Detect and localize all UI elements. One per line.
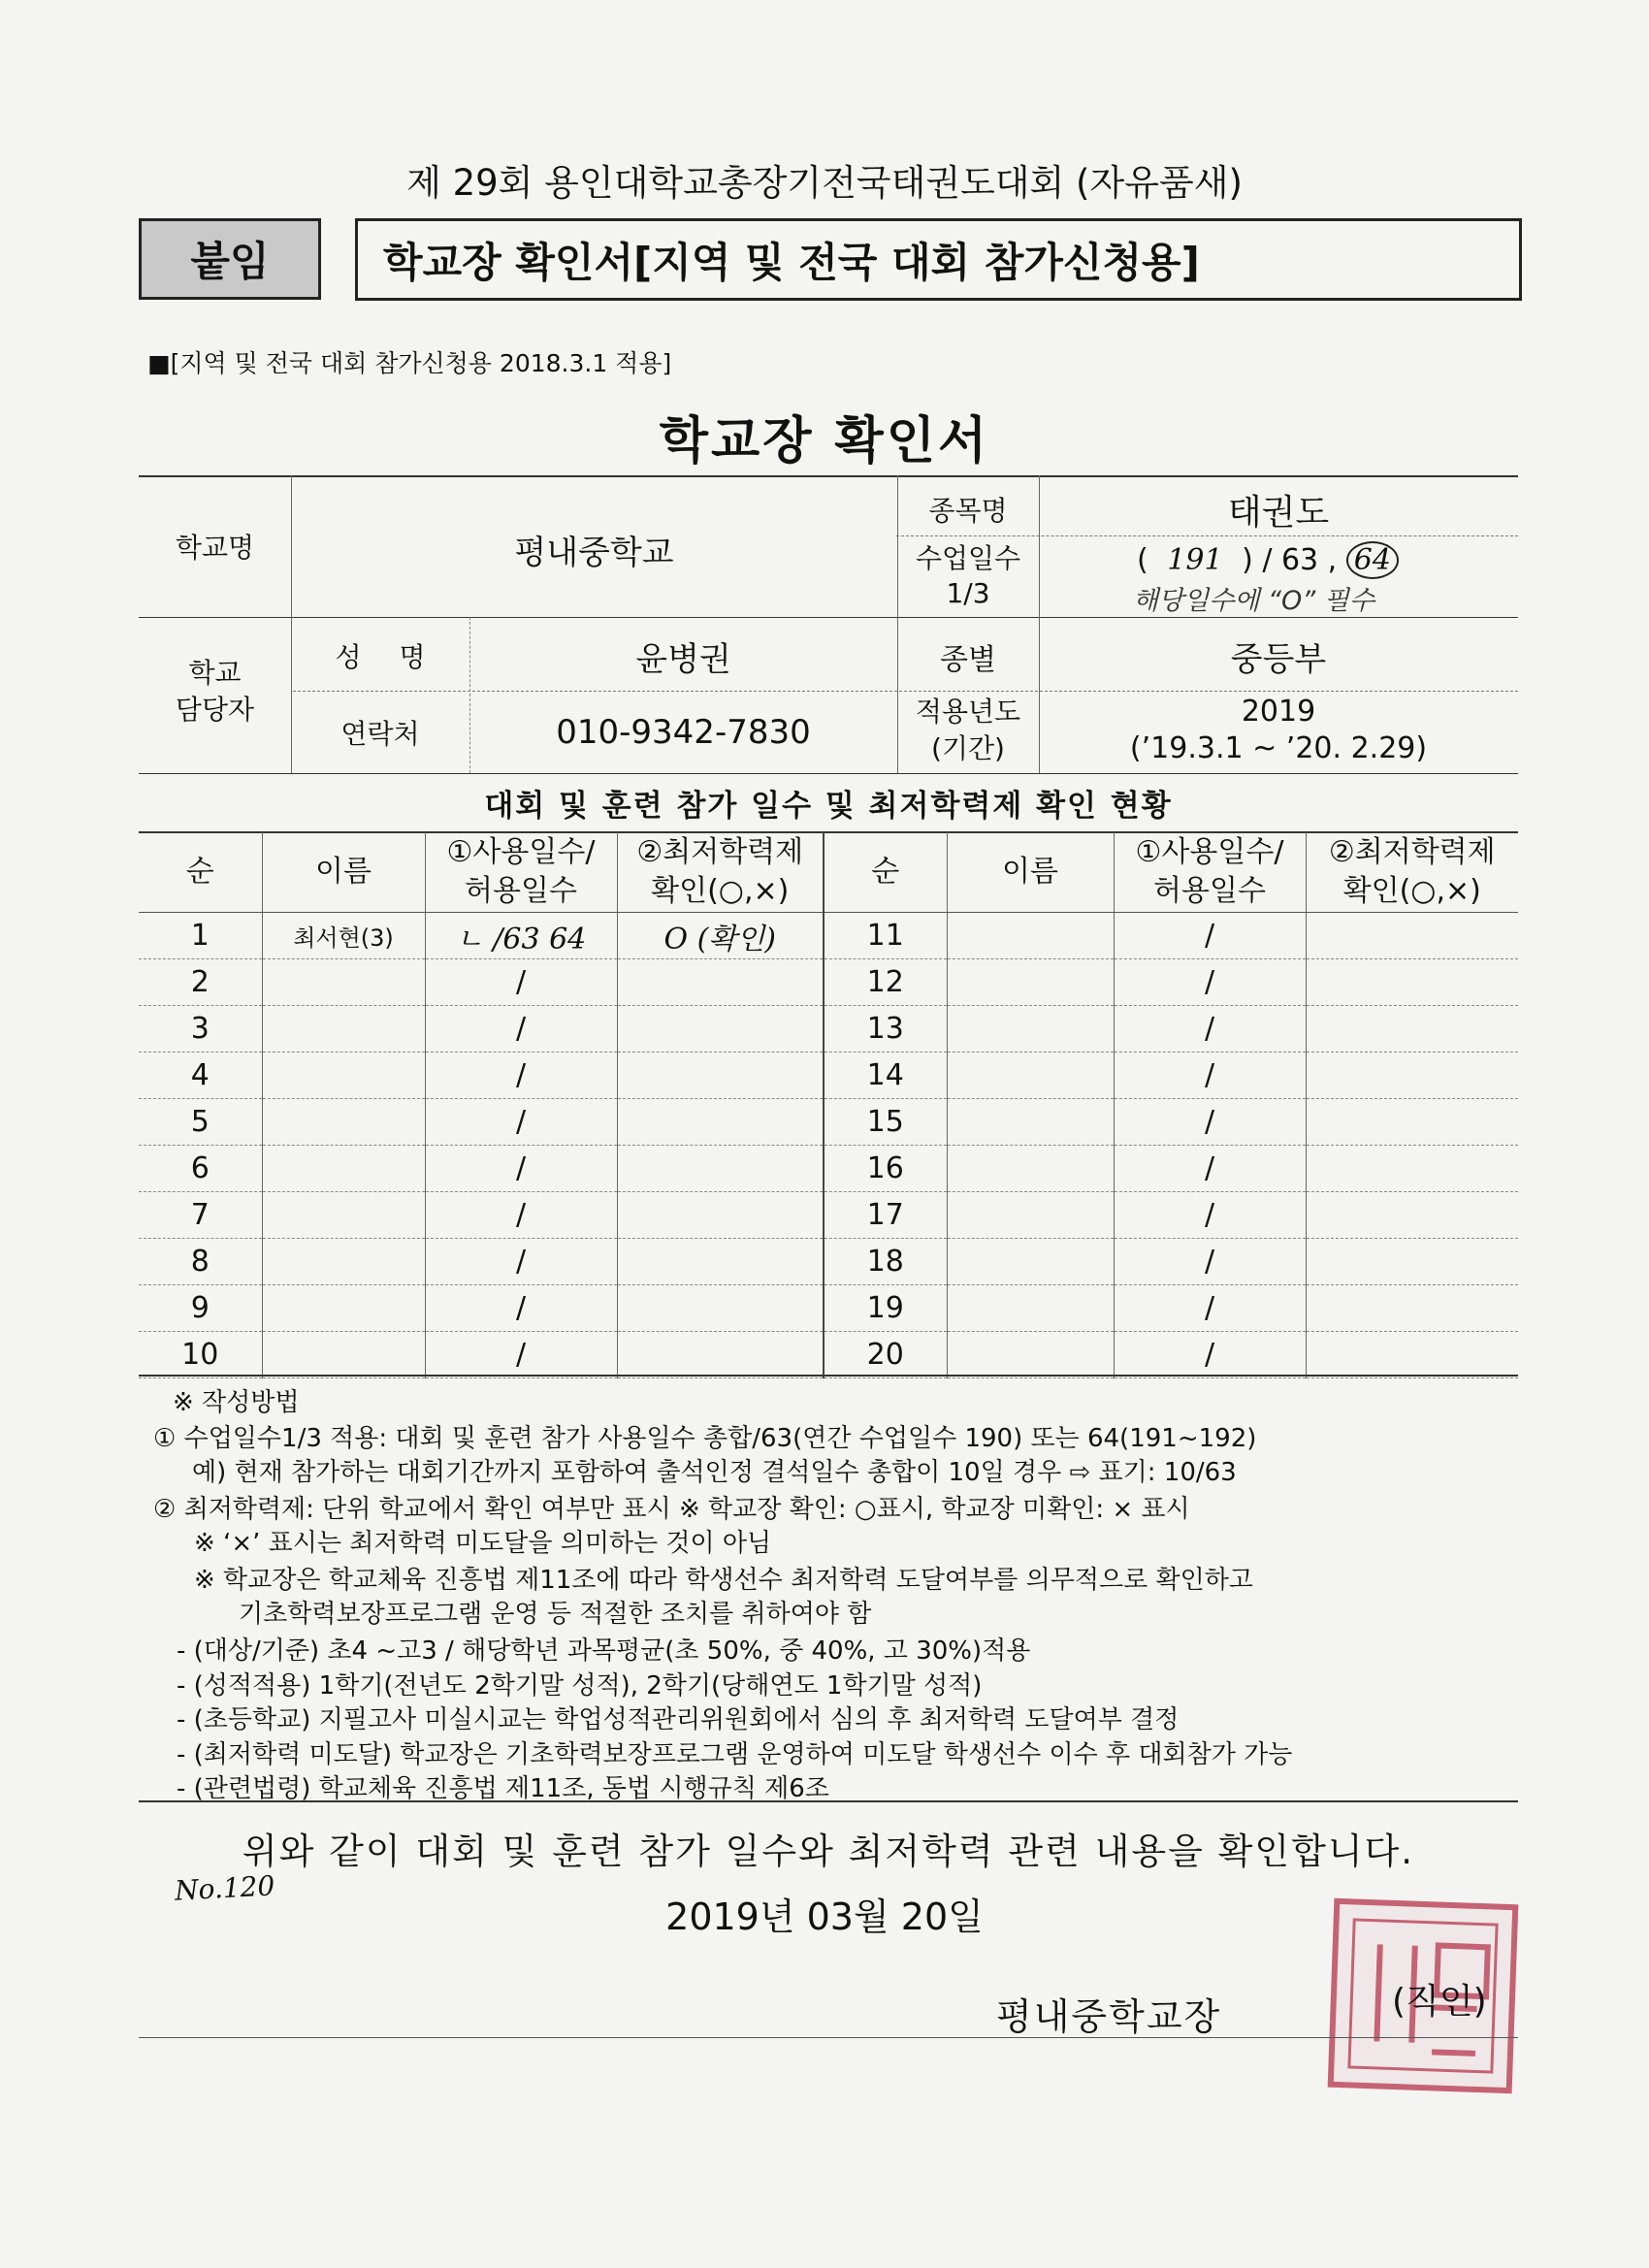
cell-check [1306,1146,1518,1192]
cell-check: O (확인) [617,913,824,959]
cell-no: 12 [824,959,947,1006]
cell-no: 9 [139,1285,262,1332]
cell-days: / [1114,1006,1306,1053]
cell-name [947,1192,1114,1239]
manager-label-line1: 학교 [188,657,242,689]
doc-box-title: 학교장 확인서[지역 및 전국 대회 참가신청용] [355,218,1522,301]
contact-value: 010-9342-7830 [556,713,811,752]
header-no: 순 [139,832,262,913]
note-line: - (대상/기준) 초4 ~고3 / 해당학년 과목평균(초 50%, 중 40%, 고 30%)적용 [177,1636,1031,1666]
class-days-paren-open: ( [1137,543,1148,577]
cell-name [262,1285,425,1332]
cell-no: 13 [824,1006,947,1053]
cell-name [947,913,1114,959]
cell-days: / [1114,1192,1306,1239]
roster-bottom-border [139,1375,1518,1377]
cell-check [1306,1285,1518,1332]
header-check-line1: ②최저학력제 [1328,835,1496,869]
name-label: 성 명 [335,641,426,673]
cell-days: / [1114,959,1306,1006]
table-row [139,959,1518,1006]
cell-days: / [425,1332,617,1378]
cell-name [262,1332,425,1378]
header-days-line2: 허용일수 [465,874,577,908]
cell-no: 10 [139,1332,262,1378]
note-line: 예) 현재 참가하는 대회기간까지 포함하여 출석인정 결석일수 총합이 10일 경우 ⇨ 표기: 10/63 [192,1458,1237,1487]
cell-no: 1 [139,913,262,959]
attachment-label: 붙임 [139,218,321,300]
cell-name [947,1332,1114,1378]
cell-no: 4 [139,1053,262,1099]
roster-title: 대회 및 훈련 참가 일수 및 최저학력제 확인 현황 [484,789,1173,824]
cell-name [262,1192,425,1239]
cell-days: / [1114,1239,1306,1285]
table-row [139,1099,1518,1146]
cell-days: / [425,1053,617,1099]
manager-label-line2: 담당자 [175,694,255,726]
header-name: 이름 [262,832,425,913]
cell-days: / [1114,1146,1306,1192]
year-label-line2: (기간) [931,732,1005,764]
table-row [139,913,1518,959]
cell-check [1306,1239,1518,1285]
cell-no: 3 [139,1006,262,1053]
header-check-line2: 확인(○,×) [1342,874,1481,908]
cell-no: 18 [824,1239,947,1285]
cell-name [262,1006,425,1053]
cell-name [262,959,425,1006]
cell-check [1306,1006,1518,1053]
header-name: 이름 [947,832,1114,913]
cell-days: / [425,959,617,1006]
cell-name [947,1239,1114,1285]
year-value [1039,694,1518,767]
header-days [425,832,617,913]
school-name-label: 학교명 [175,532,255,564]
cell-days: ㄴ /63 64 [425,913,617,959]
cell-check [1306,1192,1518,1239]
cell-name [262,1146,425,1192]
cell-no: 5 [139,1099,262,1146]
info-divider [139,617,1518,618]
note-line: ① 수업일수1/3 적용: 대회 및 훈련 참가 사용일수 총합/63(연간 수업일수 190) 또는 64(191~192) [153,1424,1257,1453]
note-line: - (성적적용) 1학기(전년도 2학기말 성적), 2학기(당해연도 1학기말 성적) [177,1671,983,1701]
cell-check [617,1239,824,1285]
school-name-value: 평내중학교 [514,534,674,572]
cell-check [617,1285,824,1332]
note-line: ※ ‘×’ 표시는 최저학력 미도달을 의미하는 것이 아님 [194,1529,772,1558]
header-days-line2: 허용일수 [1153,874,1266,908]
cell-name [947,1099,1114,1146]
cell-no: 15 [824,1099,947,1146]
cell-days: / [425,1239,617,1285]
cell-check [617,1192,824,1239]
year-label [897,694,1039,767]
cell-no: 14 [824,1053,947,1099]
cell-days: / [1114,1099,1306,1146]
cell-check [1306,1099,1518,1146]
header-check [1306,832,1518,913]
cell-check [617,1053,824,1099]
confirm-text: 위와 같이 대회 및 훈련 참가 일수와 최저학력 관련 내용을 확인합니다. [242,1831,1415,1872]
header-no: 순 [824,832,947,913]
roster-header-row [139,832,1518,913]
cell-name [262,1239,425,1285]
cell-no: 17 [824,1192,947,1239]
cell-check [617,1146,824,1192]
cell-no: 19 [824,1285,947,1332]
note-line: - (초등학교) 지필고사 미실시교는 학업성적관리위원회에서 심의 후 최저학력 도달여부 결정 [177,1705,1180,1734]
header-check-line2: 확인(○,×) [651,874,790,908]
cell-check [617,959,824,1006]
cell-days: / [425,1285,617,1332]
header-days-line1: ①사용일수/ [446,835,596,869]
division-value: 중등부 [1230,640,1327,679]
main-title: 학교장 확인서 [659,412,990,470]
cell-days: / [1114,1332,1306,1378]
seal-label: (직인) [1392,1982,1487,2022]
cell-name [947,1053,1114,1099]
event-title: 제 29회 용인대학교총장기전국태권도대회 (자유품새) [406,162,1243,204]
table-row [139,1285,1518,1332]
year-label-line1: 적용년도 [915,696,1021,728]
cell-no: 8 [139,1239,262,1285]
cell-name [947,1285,1114,1332]
info-top-border [139,475,1518,477]
cell-check [617,1099,824,1146]
cell-name [947,1146,1114,1192]
roster-table [139,832,1518,1378]
year-number: 2019 [1241,695,1316,729]
class-days-value [1137,541,1399,579]
cell-no: 20 [824,1332,947,1378]
sport-label: 종목명 [928,495,1008,527]
manager-label [139,655,291,729]
cell-days: / [425,1146,617,1192]
year-period: (’19.3.1 ~ ’20. 2.29) [1129,731,1428,765]
cell-days: / [1114,1285,1306,1332]
note-line: - (최저학력 미도달) 학교장은 기초학력보장프로그램 운영하여 미도달 학생선수 이수 후 대회참가 가능 [177,1740,1293,1769]
notes-bottom-border [139,1800,1518,1802]
class-days-label-line2: 1/3 [946,577,990,609]
header-days-line1: ①사용일수/ [1135,835,1284,869]
handwritten-number: No.120 [174,1869,276,1907]
note-line: - (관련법령) 학교체육 진흥법 제11조, 동법 시행규칙 제6조 [177,1774,829,1803]
cell-no: 2 [139,959,262,1006]
note-line: 기초학력보장프로그램 운영 등 적절한 조치를 취하여야 함 [239,1600,872,1629]
class-days-label [897,541,1039,611]
table-row [139,1192,1518,1239]
cell-no: 7 [139,1192,262,1239]
cell-check [617,1006,824,1053]
cell-days: / [1114,913,1306,959]
cell-name [947,959,1114,1006]
table-row [139,1146,1518,1192]
cell-check [1306,1332,1518,1378]
table-row [139,1006,1518,1053]
cell-no: 11 [824,913,947,959]
cell-check [1306,1053,1518,1099]
header-days [1114,832,1306,913]
cell-days: / [1114,1053,1306,1099]
cell-no: 6 [139,1146,262,1192]
class-days-note: 해당일수에 “O” 필수 [1133,586,1374,616]
info-divider [139,773,1518,774]
cell-days: / [425,1006,617,1053]
cell-no: 16 [824,1146,947,1192]
note-line: ※ 학교장은 학교체육 진흥법 제11조에 따라 학생선수 최저학력 도달여부를 의무적으로 확인하고 [194,1566,1253,1595]
info-divider [293,691,1518,692]
document-date: 2019년 03월 20일 [665,1895,984,1938]
header-check-line1: ②최저학력제 [636,835,804,869]
class-days-handwritten: 191 [1167,543,1223,577]
cell-name [947,1006,1114,1053]
cell-days: / [425,1192,617,1239]
cell-check [617,1332,824,1378]
header-check [617,832,824,913]
cell-days: / [425,1099,617,1146]
division-label: 종별 [940,643,996,677]
manager-name: 윤병권 [635,640,731,679]
class-days-base: ) / 63 , [1242,543,1338,577]
table-row [139,1053,1518,1099]
table-row [139,1332,1518,1378]
sub-note: ■[지역 및 전국 대회 참가신청용 2018.3.1 적용] [147,349,672,377]
cell-check [1306,959,1518,1006]
cell-check [1306,913,1518,959]
cell-name: 최서현(3) [262,913,425,959]
sport-value: 태권도 [1227,493,1330,533]
cell-name [262,1053,425,1099]
note-line: ※ 작성방법 [173,1388,300,1417]
cell-name [262,1099,425,1146]
info-divider [896,535,1518,536]
table-row [139,1239,1518,1285]
note-line: ② 최저학력제: 단위 학교에서 확인 여부만 표시 ※ 학교장 확인: ○표시, 학교장 미확인: × 표시 [153,1495,1190,1524]
class-days-circled: 64 [1346,541,1399,579]
contact-label: 연락처 [340,718,420,750]
principal-title: 평내중학교장 [996,1995,1222,2038]
footer-line [139,2037,1518,2038]
class-days-label-line1: 수업일수 [915,542,1021,574]
